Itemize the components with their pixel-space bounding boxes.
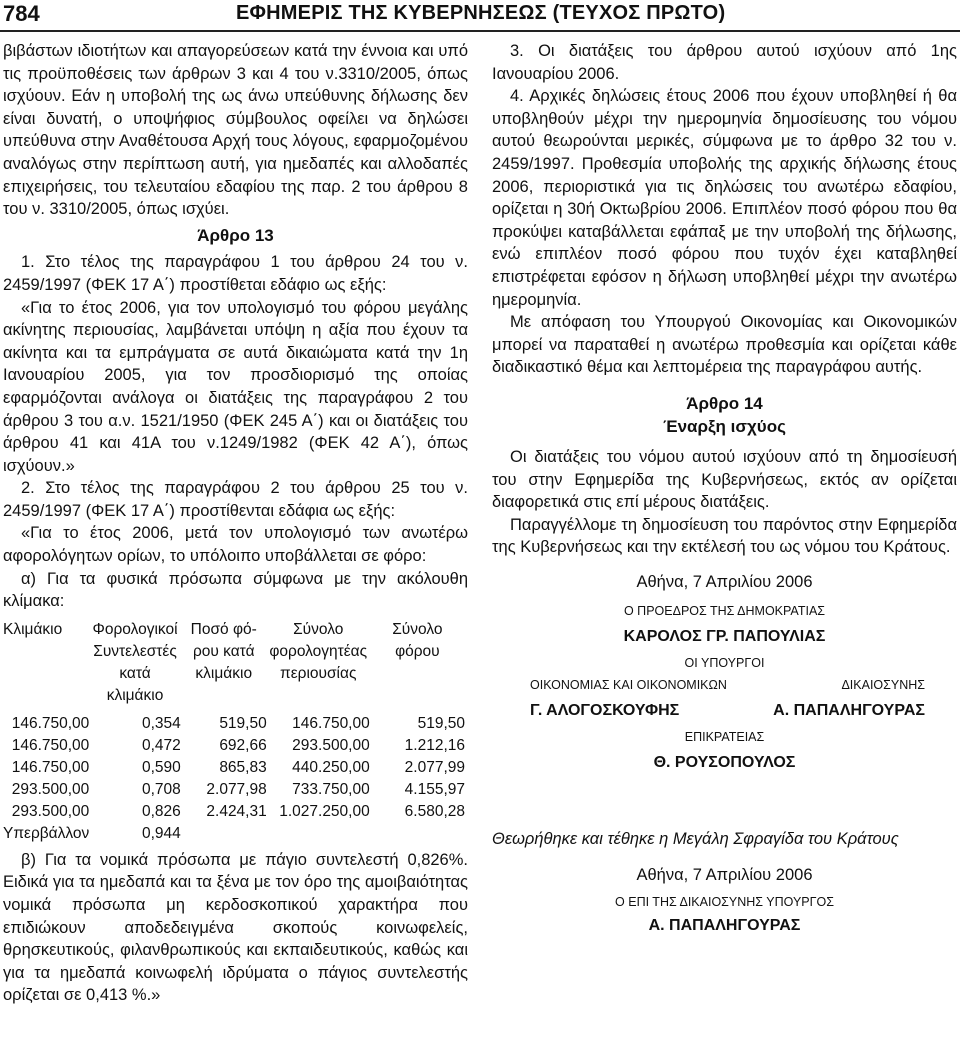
table-header: Φορολογικοί Συντελεστές κατά κλιμάκιο (92, 620, 178, 704)
ministry-label: ΕΠΙΚΡΑΤΕΙΑΣ (684, 729, 765, 744)
paragraph: Παραγγέλλομε τη δημοσίευση του παρόντος στην Εφημερίδα της Κυβερνήσεως και την εκτέλεσή του ως νόμου του Κράτους. (492, 515, 957, 557)
table-cell: 0,826 (141, 802, 181, 820)
table-cell: 2.077,99 (404, 758, 465, 776)
table-cell: 0,354 (141, 714, 181, 732)
paragraph: β) Για τα νομικά πρόσωπα με πάγιο συντελεστή 0,826%. Ειδικά για τα ημεδαπά και τα ξένα με τον όρο της αμοιβαιότητας νομικά πρόσωπα μη κερδοσκοπικού χαρακτήρα που επιδιώκουν αποδεδειγμένα σκοπούς κοινωφελείς, θρησκευτικούς, φιλανθρωπικούς και εκπαιδευτικούς, καθώς και για τα ημεδαπά κοινωφελή ιδρύματα ο πάγιος συντελεστής ορίζεται σε 0,413 %.» (3, 850, 468, 1005)
table-header: Κλιμάκιο (3, 620, 63, 638)
table-cell: 519,50 (219, 714, 267, 732)
table-header-row (3, 619, 465, 713)
table-cell: 440.250,00 (292, 758, 370, 776)
paragraph: «Για το έτος 2006, για τον υπολογισμό του φόρου μεγάλης ακίνητης περιουσίας, λαμβάνεται υπόψη η αξία που έχουν τα ακίνητα και τα εμπράγματα σε αυτά δικαιώματα κατά την 1η Ιανουαρίου 2005, για τον προσδιορισμό της οποίας εφαρμόζονται ανάλογα οι διατάξεις της παραγράφου 2 του άρθρου 3 του α.ν. 1521/1950 (ΦΕΚ 245 Α΄) και οι διατάξεις του άρθρου 41 και 41Α του ν.1249/1982 (ΦΕΚ 42 Α΄), όπως ισχύουν.» (3, 298, 468, 475)
journal-title: ΕΦΗΜΕΡΙΣ ΤΗΣ ΚΥΒΕΡΝΗΣΕΩΣ (ΤΕΥΧΟΣ ΠΡΩΤΟ) (236, 2, 726, 24)
table-cell: 865,83 (219, 758, 267, 776)
paragraph: 3. Οι διατάξεις του άρθρου αυτού ισχύουν από 1ης Ιανουαρίου 2006. (492, 42, 957, 83)
table-cell: 0,708 (141, 780, 181, 798)
paragraph: 4. Αρχικές δηλώσεις έτους 2006 που έχουν υποβληθεί ή θα υποβληθούν μέχρι την ημερομηνία δημοσίευσης του νόμου αυτού θεωρούνται μερικές, σύμφωνα με το άρθρο 32 του ν. 2459/1997. Προθεσμία υποβολής της αρχικής δήλωσης έτους 2006, περιοριστικά για τις δηλώσεις του ανωτέρω εδαφίου, ορίζεται η 30ή Οκτωβρίου 2006. Επιπλέον ποσό φόρου που θα προκύψει καταβάλλεται εφάπαξ με την υποβολή της δήλωσης, ενώ επιπλέον ποσό φόρου που τυχόν έχει καταβληθεί επιστρέφεται εφόσον η δήλωση υποβληθεί μέχρι την ανωτέρω ημερομηνία. (492, 87, 957, 309)
table-cell: 0,944 (141, 824, 181, 842)
ministry-label: ΟΙΚΟΝΟΜΙΑΣ ΚΑΙ ΟΙΚΟΝΟΜΙΚΩΝ (530, 677, 727, 692)
minister-name: Γ. ΑΛΟΓΟΣΚΟΥΦΗΣ (530, 701, 680, 719)
table-row (3, 779, 465, 801)
minister-name: Θ. ΡΟΥΣΟΠΟΥΛΟΣ (653, 753, 796, 771)
table-cell: Υπερβάλλον (3, 824, 90, 842)
paragraph: βιβάστων ιδιοτήτων και απαγορεύσεων κατά την έννοια και υπό τις προϋποθέσεις των άρθρων 3 και 4 του ν.3310/2005, όπως ισχύουν. Εάν η υποβολή της ως άνω υπεύθυνης δήλωσης δεν είναι δυνατή, ο υποψήφιος σύμβουλος οφείλει να δηλώσει υπεύθυνα στην Αναθέτουσα Αρχή τους λόγους, εφαρμοζομένου αναλόγως στην περίπτωση αυτή, για ημεδαπές και αλλοδαπές επιχειρήσεις, του τελευταίου εδαφίου της παρ. 2 του άρθρου 8 του ν. 3310/2005, όπως ισχύει. (3, 42, 468, 219)
table-cell: 6.580,28 (404, 802, 465, 820)
tax-rate-table (3, 619, 465, 845)
table-row (3, 757, 465, 779)
table-cell: 519,50 (417, 714, 465, 732)
table-cell: 2.077,98 (206, 780, 267, 798)
article-14-subtitle: Έναρξη ισχύος (663, 416, 786, 436)
president-name: ΚΑΡΟΛΟΣ ΓΡ. ΠΑΠΟΥΛΙΑΣ (623, 627, 826, 645)
table-cell (267, 823, 370, 845)
table-cell: 293.500,00 (11, 780, 90, 798)
president-label: Ο ΠΡΟΕΔΡΟΣ ΤΗΣ ΔΗΜΟΚΡΑΤΙΑΣ (623, 603, 826, 618)
table-row (3, 735, 465, 757)
table-cell: 733.750,00 (292, 780, 370, 798)
table-cell: 146.750,00 (11, 758, 90, 776)
table-cell: 0,590 (141, 758, 181, 776)
table-cell: 293.500,00 (11, 802, 90, 820)
paragraph: «Για το έτος 2006, μετά τον υπολογισμό των ανωτέρω αφορολόγητων ορίων, το υπόλοιπο υποβάλλεται σε φόρο: (3, 524, 468, 566)
table-cell: 146.750,00 (11, 714, 90, 732)
table-cell: 0,472 (141, 736, 181, 754)
paragraph: Με απόφαση του Υπουργού Οικονομίας και Οικονομικών μπορεί να παραταθεί η ανωτέρω προθεσμία και ορίζεται κάθε διαδικαστικό θέμα και λεπτομέρεια της παραγράφου αυτής. (492, 313, 957, 377)
ministry-label: ΔΙΚΑΙΟΣΥΝΗΣ (841, 677, 925, 692)
table-cell: 146.750,00 (11, 736, 90, 754)
justice-minister-label: Ο ΕΠΙ ΤΗΣ ΔΙΚΑΙΟΣΥΝΗΣ ΥΠΟΥΡΓΟΣ (615, 894, 834, 909)
seal-date: Αθήνα, 7 Απριλίου 2006 (636, 866, 813, 885)
table-cell: 146.750,00 (292, 714, 370, 732)
minister-name: Α. ΠΑΠΑΛΗΓΟΥΡΑΣ (773, 701, 925, 719)
article-13-title: Άρθρο 13 (197, 225, 274, 245)
page-header (0, 0, 960, 32)
table-cell (370, 823, 465, 845)
article-14-title: Άρθρο 14 (686, 393, 763, 413)
left-column (3, 40, 468, 1007)
paragraph: 2. Στο τέλος της παραγράφου 2 του άρθρου 25 του ν. 2459/1997 (ΦΕΚ 17 Α΄) προστίθενται εδάφια ως εξής: (3, 479, 468, 520)
minister-names-row (492, 700, 957, 722)
table-header: Σύνολο φόρου (392, 620, 443, 660)
table-cell: 4.155,97 (404, 780, 465, 798)
paragraph: Οι διατάξεις του νόμου αυτού ισχύουν από τη δημοσίευσή του στην Εφημερίδα της Κυβερνήσεως, εκτός αν ορίζεται διαφορετικά στις επί μέρους διατάξεις. (492, 448, 957, 512)
table-row (3, 823, 465, 845)
right-column (492, 40, 957, 937)
table-header: Ποσό φόρου κατά κλιμάκιο (190, 620, 257, 682)
page-number: 784 (3, 1, 40, 26)
table-cell: 293.500,00 (292, 736, 370, 754)
table-cell: 1.027.250,00 (279, 802, 370, 820)
table-header: Σύνολο φορολογητέας περιουσίας (269, 620, 368, 682)
table-row (3, 801, 465, 823)
table-row (3, 713, 465, 735)
paragraph: 1. Στο τέλος της παραγράφου 1 του άρθρου 24 του ν. 2459/1997 (ΦΕΚ 17 Α΄) προστίθεται εδάφιο ως εξής: (3, 253, 468, 294)
paragraph: α) Για τα φυσικά πρόσωπα σύμφωνα με την ακόλουθη κλίμακα: (3, 569, 468, 611)
ministers-label: ΟΙ ΥΠΟΥΡΓΟΙ (684, 655, 765, 670)
table-cell: 1.212,16 (404, 736, 465, 754)
signing-date: Αθήνα, 7 Απριλίου 2006 (636, 573, 813, 592)
table-cell (181, 823, 267, 845)
ministries-row (492, 676, 957, 694)
seal-note: Θεωρήθηκε και τέθηκε η Μεγάλη Σφραγίδα του Κράτους (492, 829, 899, 848)
justice-minister-name: Α. ΠΑΠΑΛΗΓΟΥΡΑΣ (648, 916, 801, 934)
table-cell: 2.424,31 (206, 802, 267, 820)
table-cell: 692,66 (219, 736, 267, 754)
